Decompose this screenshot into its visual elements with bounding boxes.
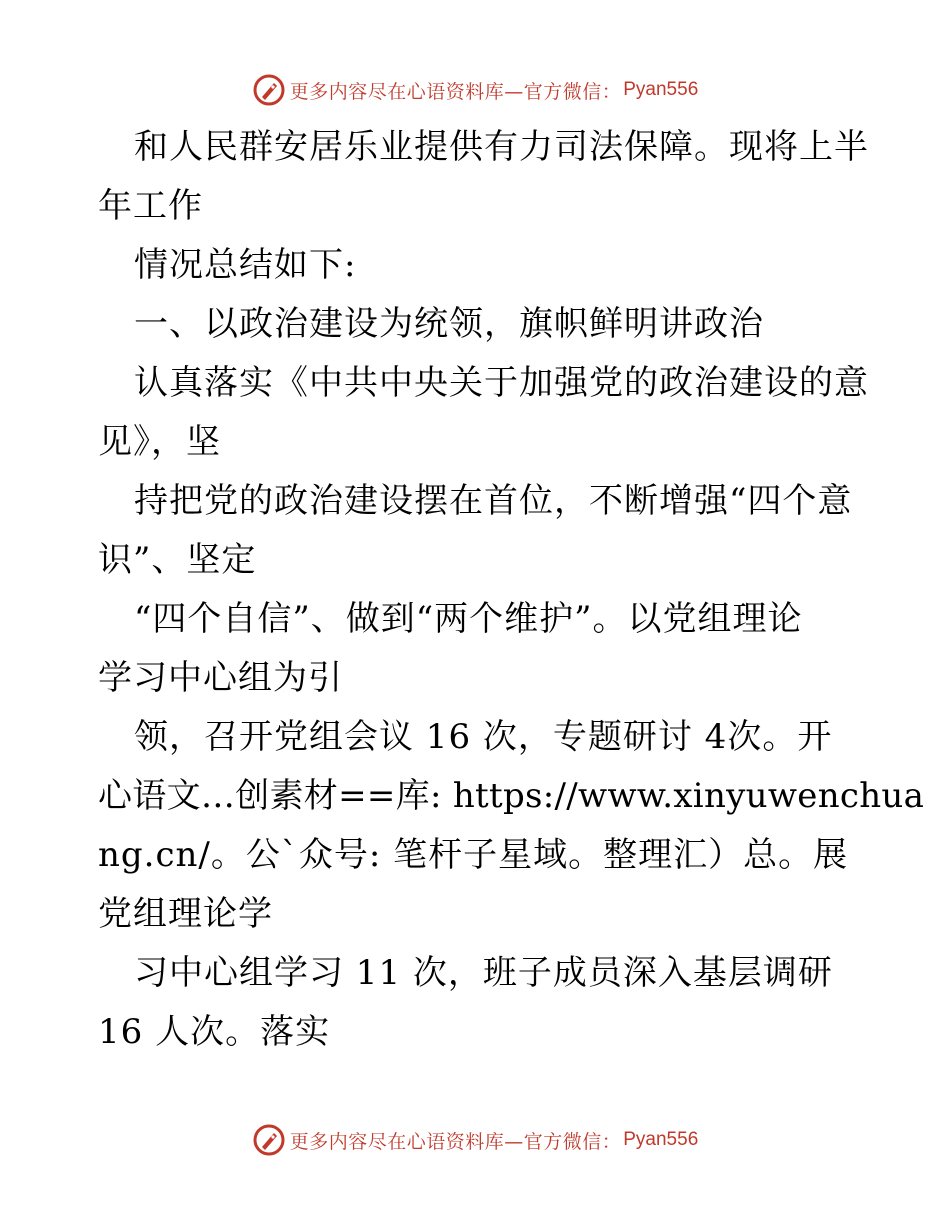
- pen-nib-logo-icon: [252, 73, 286, 107]
- text-line: 见》，坚: [98, 422, 221, 462]
- text-line: 情况总结如下:: [134, 245, 357, 285]
- text-line: 年工作: [98, 186, 203, 226]
- pen-nib-logo-icon: [252, 1123, 286, 1157]
- banner-wechat-id: Pyan556: [623, 1129, 699, 1150]
- text-line: 领，召开党组会议 16 次，专题研讨 4次。开: [134, 717, 833, 757]
- text-line: 认真落实《中共中央关于加强党的政治建设的意: [134, 363, 869, 403]
- text-line: “四个自信”、做到“两个维护”。以党组理论: [134, 599, 803, 639]
- text-line: 学习中心组为引: [98, 658, 343, 698]
- text-line: 识”、坚定: [98, 540, 257, 580]
- text-line: 和人民群安居乐业提供有力司法保障。现将上半: [134, 127, 869, 167]
- text-line: 心语文…创素材==库: https://www.xinyuwenchua: [98, 776, 925, 816]
- banner-text: 更多内容尽在心语资料库—官方微信：: [289, 80, 622, 103]
- banner-wechat-id: Pyan556: [623, 79, 699, 100]
- banner-text: 更多内容尽在心语资料库—官方微信：: [289, 1130, 622, 1153]
- section-heading: 一、以政治建设为统领，旗帜鲜明讲政治: [134, 304, 764, 344]
- text-line: 习中心组学习 11 次，班子成员深入基层调研: [134, 953, 833, 993]
- text-line: 党组理论学: [98, 894, 273, 934]
- document-body: [98, 118, 925, 1062]
- header-banner: [0, 70, 950, 110]
- text-line: 16 人次。落实: [98, 1012, 331, 1052]
- footer-banner: [0, 1120, 950, 1160]
- text-line: 持把党的政治建设摆在首位，不断增强“四个意: [134, 481, 853, 521]
- text-line: ng.cn/。公`众号: 笔杆子星域。整理汇）总。展: [98, 835, 849, 875]
